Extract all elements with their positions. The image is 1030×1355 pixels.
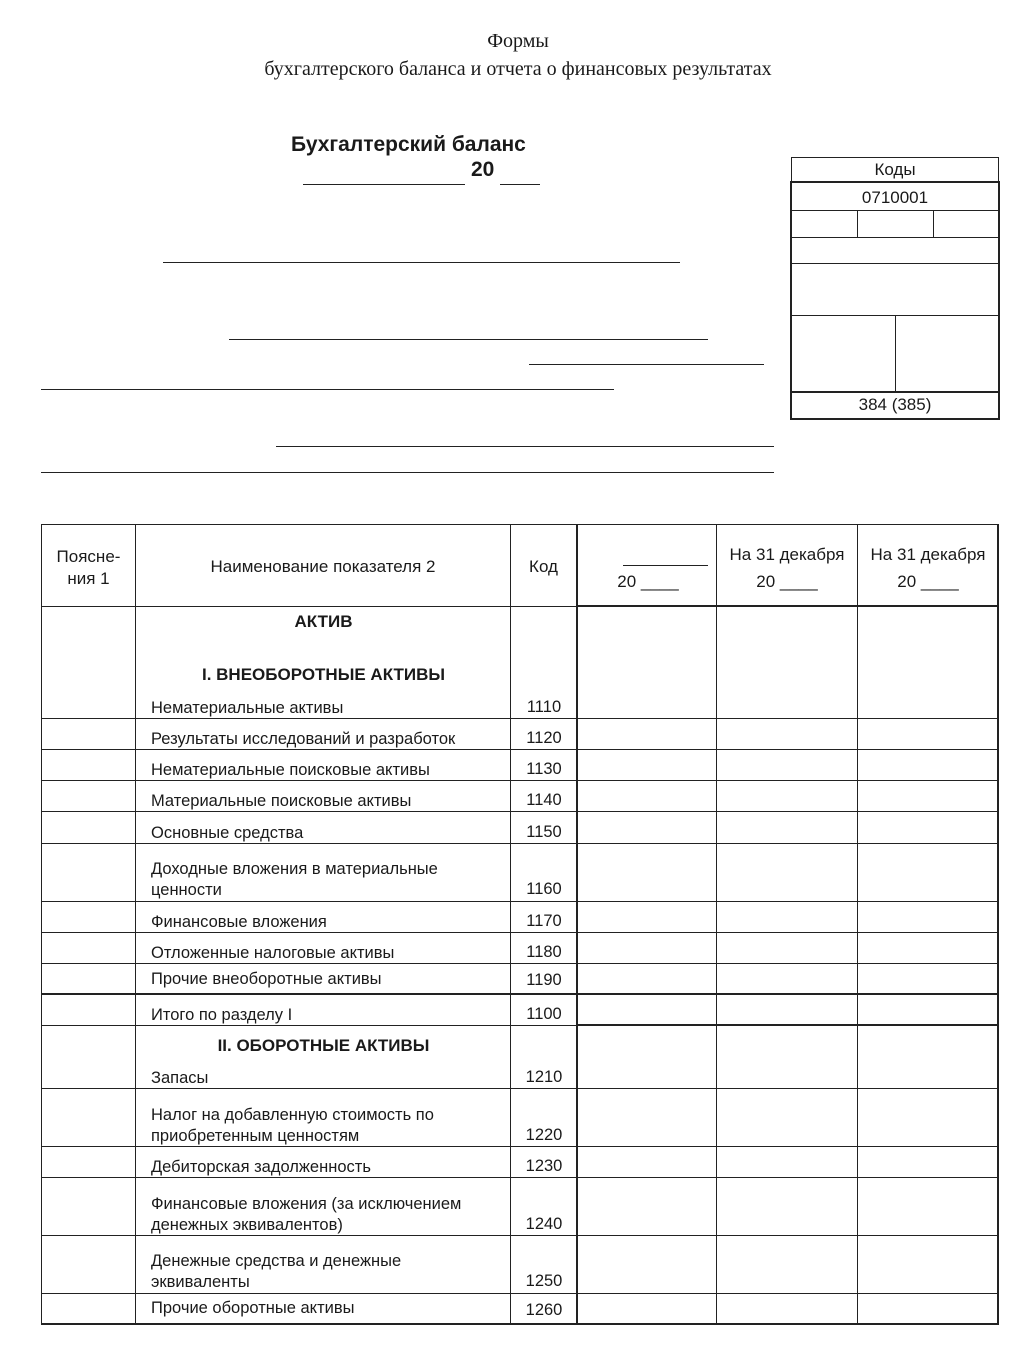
row-code: 1140: [526, 791, 562, 809]
section-current-assets: II. ОБОРОТНЫЕ АКТИВЫ: [217, 1036, 430, 1055]
document-title: Бухгалтерский баланс: [291, 133, 526, 156]
row-label: Запасы: [151, 1069, 209, 1087]
header-notes: Поясне- ния 1: [56, 547, 121, 588]
form-heading-line1: Формы: [487, 30, 549, 52]
row-code: 1260: [525, 1301, 563, 1319]
codes-heading: Коды: [791, 157, 999, 182]
row-label: Дебиторская задолженность: [151, 1158, 371, 1176]
row-label: Финансовые вложения (за исключением денежных эквивалентов): [151, 1195, 462, 1234]
row-code: 1190: [526, 971, 562, 989]
row-code: 1130: [526, 760, 562, 778]
row-code: 1250: [525, 1272, 563, 1290]
row-code: 1110: [526, 698, 562, 716]
okei-code: 384 (385): [858, 395, 932, 414]
row-label: Материальные поисковые активы: [151, 792, 412, 810]
header-code: Код: [529, 557, 558, 576]
row-label: Прочие внеоборотные активы: [151, 970, 382, 988]
row-label: Нематериальные поисковые активы: [151, 761, 430, 779]
section-asset: АКТИВ: [294, 612, 353, 631]
date-year-prefix: 20: [471, 158, 495, 181]
row-label: Финансовые вложения: [151, 913, 327, 931]
header-col3-year: 20 ____: [897, 572, 959, 591]
row-code: 1210: [525, 1068, 563, 1086]
row-label: Прочие оборотные активы: [151, 1299, 355, 1317]
header-col3-title: На 31 декабря: [870, 545, 986, 564]
header-col1-year: 20 ____: [617, 572, 679, 591]
header-col1-date-blank: [623, 565, 708, 566]
row-label-total: Итого по разделу I: [151, 1006, 293, 1024]
row-code: 1120: [526, 729, 562, 747]
row-code: 1230: [525, 1157, 563, 1175]
row-label: Результаты исследований и разработок: [151, 730, 456, 748]
row-code: 1170: [526, 912, 562, 930]
row-label: Налог на добавленную стоимость по приобретенным ценностям: [151, 1106, 434, 1145]
row-code-total: 1100: [526, 1005, 562, 1023]
header-col2-title: На 31 декабря: [729, 545, 845, 564]
header-indicator-name: Наименование показателя 2: [210, 557, 436, 576]
row-label: Денежные средства и денежные эквиваленты: [151, 1252, 402, 1291]
row-label: Доходные вложения в материальные ценности: [151, 860, 438, 899]
header-col2-year: 20 ____: [756, 572, 818, 591]
row-label: Отложенные налоговые активы: [151, 944, 395, 962]
okud-code: 0710001: [861, 188, 929, 207]
row-code: 1220: [525, 1126, 563, 1144]
section-noncurrent-assets: I. ВНЕОБОРОТНЫЕ АКТИВЫ: [201, 665, 446, 684]
row-label: Нематериальные активы: [151, 699, 344, 717]
row-code: 1180: [526, 943, 562, 961]
form-heading-line2: бухгалтерского баланса и отчета о финансовых результатах: [264, 58, 772, 80]
row-label: Основные средства: [151, 824, 304, 842]
row-code: 1160: [526, 880, 562, 898]
row-code: 1240: [525, 1215, 563, 1233]
row-code: 1150: [526, 823, 562, 841]
